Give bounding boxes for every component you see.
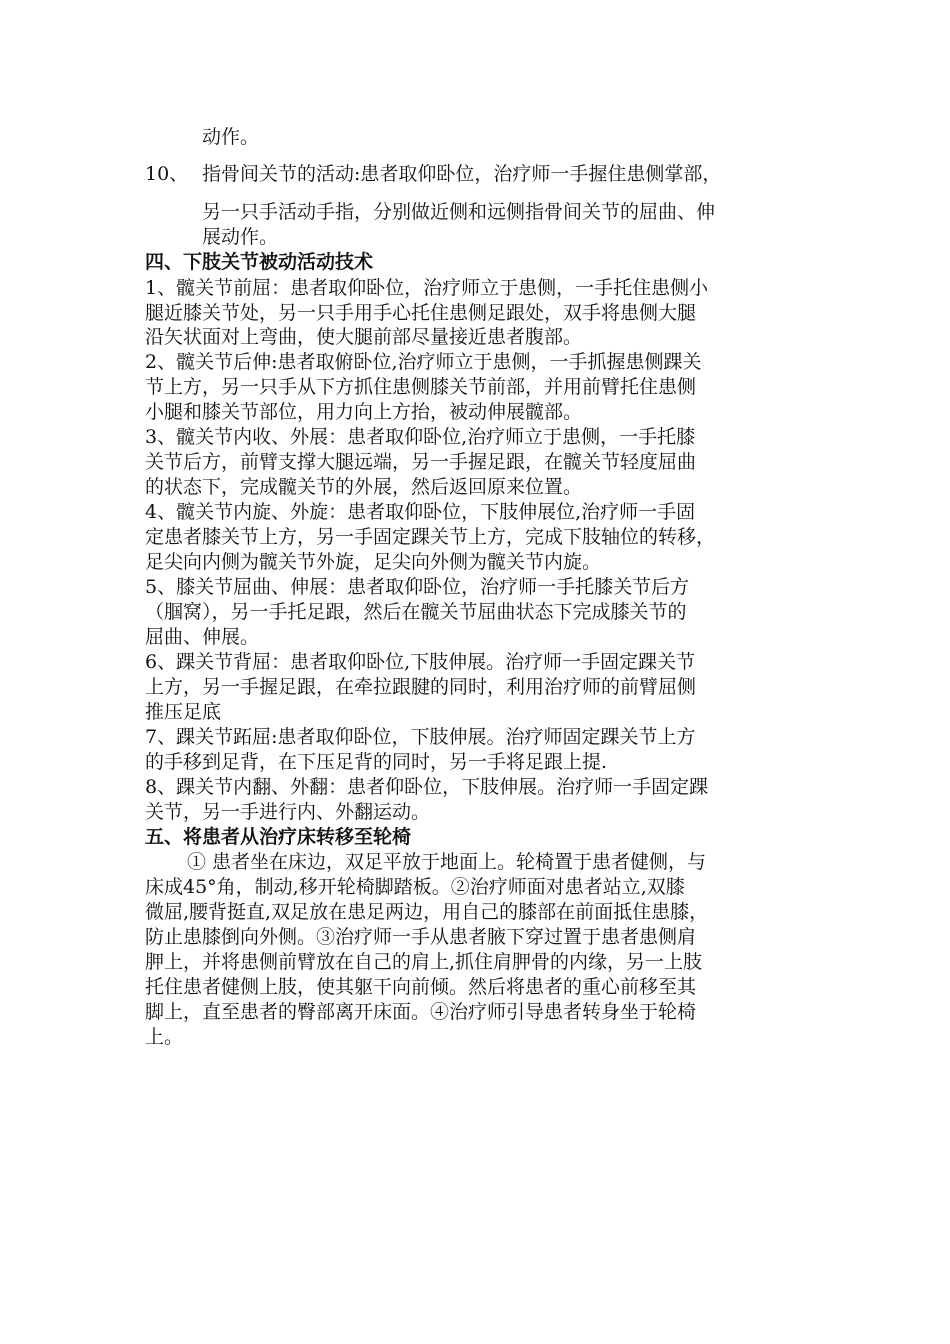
section-4-line: 1、髋关节前屈：患者取仰卧位，治疗师立于患侧，一手托住患侧小 — [145, 277, 709, 299]
section-4-line: 2、髋关节后伸:患者取俯卧位,治疗师立于患侧，一手抓握患侧踝关 — [145, 351, 702, 373]
section-5-line: 胛上，并将患侧前臂放在自己的肩上,抓住肩胛骨的内缘，另一上肢 — [145, 951, 703, 973]
section-4-line: 沿矢状面对上弯曲，使大腿前部尽量接近患者腹部。 — [145, 326, 583, 348]
section-4-line: 8、踝关节内翻、外翻：患者仰卧位，下肢伸展。治疗师一手固定踝 — [145, 776, 709, 798]
section-4-line: （腘窝），另一手托足跟，然后在髋关节屈曲状态下完成膝关节的 — [145, 601, 687, 623]
section-4-line: 腿近膝关节处，另一只手用手心托住患侧足跟处，双手将患侧大腿 — [145, 302, 697, 324]
section-4-line: 3、髋关节内收、外展：患者取仰卧位,治疗师立于患侧，一手托膝 — [145, 426, 696, 448]
section-4-line: 上方，另一手握足跟，在牵拉跟腱的同时，利用治疗师的前臂屈侧 — [145, 676, 697, 698]
section-4-line: 的状态下，完成髋关节的外展，然后返回原来位置。 — [145, 476, 583, 498]
section-4-line: 足尖向内侧为髋关节外旋，足尖向外侧为髋关节内旋。 — [145, 551, 602, 573]
section-4-line: 定患者膝关节上方，另一手固定踝关节上方，完成下肢轴位的转移， — [145, 526, 716, 548]
section-4-line: 6、踝关节背屈：患者取仰卧位,下肢伸展。治疗师一手固定踝关节 — [145, 651, 696, 673]
section-4-line: 推压足底 — [145, 701, 222, 723]
section-4-line: 关节，另一手进行内、外翻运动。 — [145, 801, 431, 823]
section-5-line: 微屈,腰背挺直,双足放在患足两边，用自己的膝部在前面抵住患膝， — [145, 901, 709, 923]
section-4-line: 屈曲、伸展。 — [145, 626, 260, 648]
continuation-text: 动作。 — [202, 126, 260, 148]
section-4-line: 5、膝关节屈曲、伸展：患者取仰卧位，治疗师一手托膝关节后方 — [145, 576, 690, 598]
item-10-number: 10、 — [145, 163, 189, 185]
section-5-heading: 五、将患者从治疗床转移至轮椅 — [145, 826, 412, 848]
section-5-line: 托住患者健侧上肢，使其躯干向前倾。然后将患者的重心前移至其 — [145, 976, 697, 998]
section-4-line: 7、踝关节跖屈:患者取仰卧位，下肢伸展。治疗师固定踝关节上方 — [145, 726, 696, 748]
item-10-line: 另一只手活动手指，分别做近侧和远侧指骨间关节的屈曲、伸 — [202, 201, 716, 223]
section-5-line: 防止患膝倒向外侧。③治疗师一手从患者腋下穿过置于患者患侧肩 — [145, 926, 697, 948]
section-4-line: 小腿和膝关节部位，用力向上方抬，被动伸展髋部。 — [145, 401, 583, 423]
section-4-line: 节上方，另一只手从下方抓住患侧膝关节前部，并用前臂托住患侧 — [145, 376, 697, 398]
section-4-heading: 四、下肢关节被动活动技术 — [145, 251, 374, 273]
section-4-line: 的手移到足背，在下压足背的同时，另一手将足跟上提. — [145, 751, 608, 773]
item-10-line: 展动作。 — [202, 226, 279, 248]
section-4-line: 关节后方，前臂支撑大腿远端，另一手握足跟，在髋关节轻度屈曲 — [145, 451, 697, 473]
section-5-line: ① 患者坐在床边，双足平放于地面上。轮椅置于患者健侧，与 — [187, 851, 707, 873]
section-5-line: 床成45°角，制动,移开轮椅脚踏板。②治疗师面对患者站立,双膝 — [145, 876, 685, 898]
section-5-line: 脚上，直至患者的臀部离开床面。④治疗师引导患者转身坐于轮椅 — [145, 1001, 697, 1023]
section-5-line: 上。 — [145, 1026, 184, 1048]
item-10-line: 指骨间关节的活动:患者取仰卧位，治疗师一手握住患侧掌部， — [202, 163, 722, 185]
section-4-line: 4、髋关节内旋、外旋：患者取仰卧位，下肢伸展位,治疗师一手固 — [145, 501, 696, 523]
